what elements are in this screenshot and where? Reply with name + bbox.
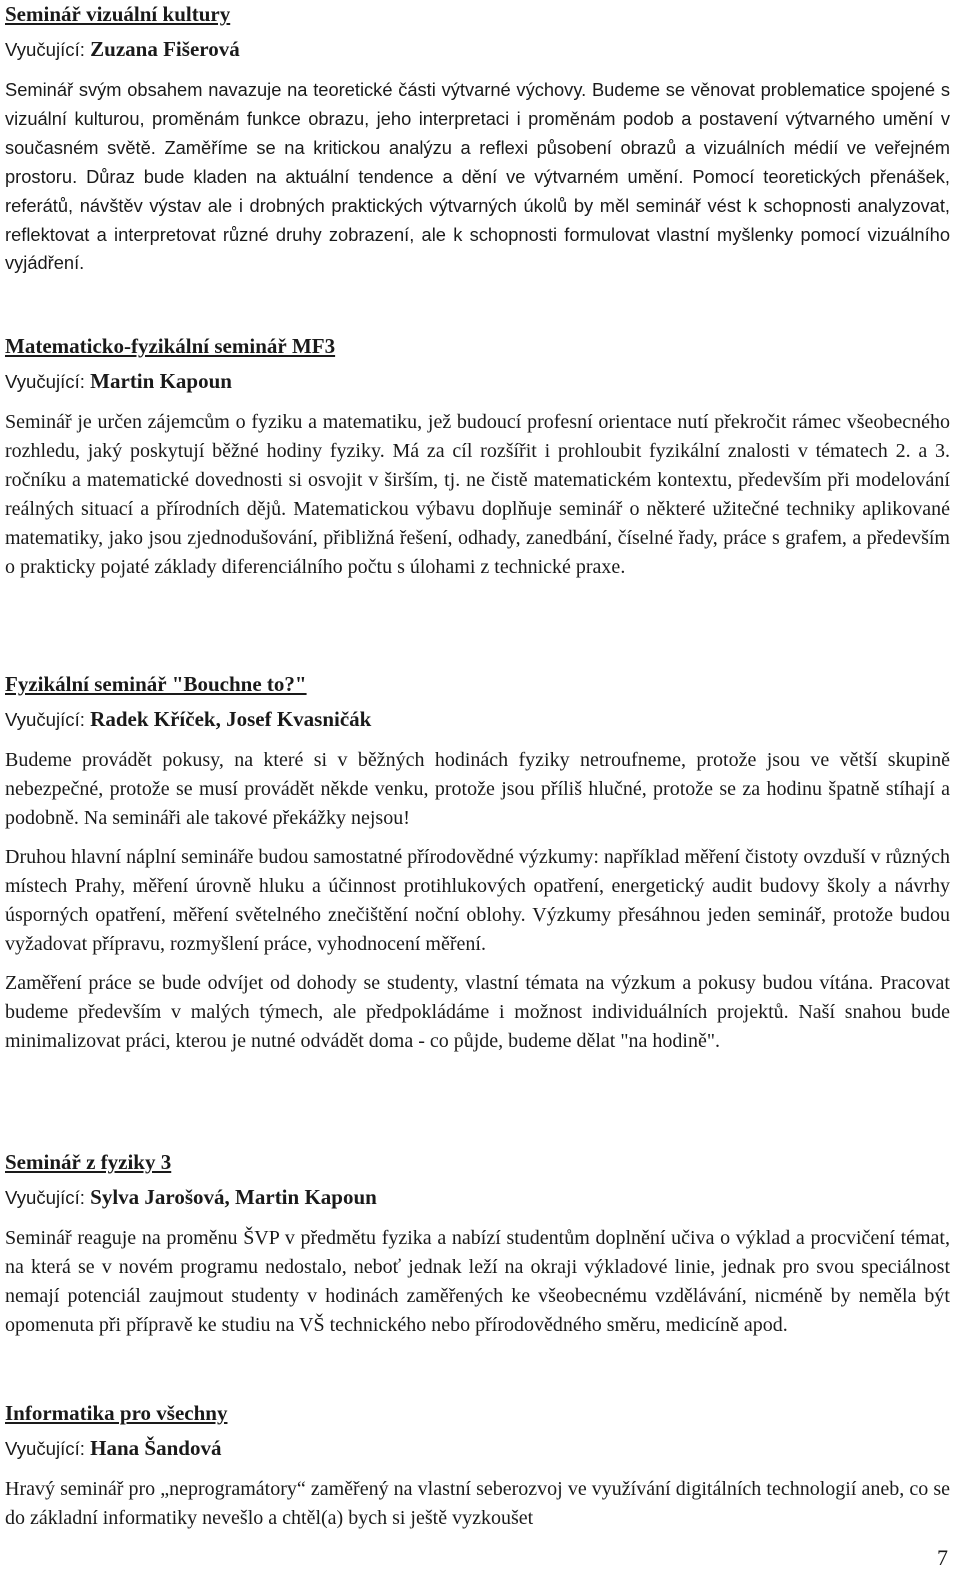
teacher-line — [5, 35, 950, 64]
course-description: Budeme provádět pokusy, na které si v běžných hodinách fyziky netroufneme, protože jsou ve větší skupině nebezpečné, protože se musí provádět někde venku, protože jsou příliš hlučné, protože se za hodinu špatně stíhají a podobně. Na semináři ale takové překážky nejsou! — [5, 749, 950, 829]
teacher-line — [5, 367, 950, 396]
course-description: Druhou hlavní náplní semináře budou samostatné přírodovědné výzkumy: například měření čistoty ovzduší v různých místech Prahy, měření úrovně hluku a účinnost protihlukových opatření, energetický audit budovy školy a návrhy úsporných opatření, měření světelného znečištění noční oblohy. Výzkumy přesáhnou jeden seminář, protože budou vyžadovat přípravu, rozmyšlení práce, vyhodnocení měření. — [5, 846, 950, 955]
description-part: Seminář svým obsahem navazuje na teoretické části výtvarné výchovy. Budeme se věnovat problematice spojené s vizuální kulturou, proměnám funkce obrazu, jeho interpretaci i proměnám podob a postavení výtvarného umění v současném světě. — [5, 79, 950, 158]
teacher-names: Zuzana Fišerová — [90, 37, 240, 61]
teacher-label: Vyučující: — [5, 371, 85, 392]
teacher-line — [5, 1183, 950, 1212]
course-description — [5, 76, 950, 278]
description-part: Zaměříme se na kritickou analýzu a reflexi působení obrazů a vizuálních médií ve veřejném prostoru. Důraz bude kladen na aktuální tendence a dění ve výtvarném umění. — [5, 136, 951, 187]
description-part: Pomocí teoretických přenášek, referátů, návštěv výstav ale i drobných praktických výtvarných úkolů by měl seminář vést k schopnosti analyzovat, reflektovat a interpretovat různé druhy zobrazení, ale k schopnosti formulovat vlastní myšlenky pomocí vizuálního vyjádření. — [5, 165, 950, 274]
teacher-line — [5, 705, 950, 734]
teacher-label: Vyučující: — [5, 1438, 85, 1459]
teacher-label: Vyučující: — [5, 1187, 85, 1208]
course-heading: Matematicko-fyzikální seminář MF3 — [5, 334, 336, 358]
course-heading: Seminář vizuální kultury — [5, 2, 231, 26]
course-description: Seminář reaguje na proměnu ŠVP v předmětu fyzika a nabízí studentům doplnění učiva o výklad a procvičení témat, na která se v novém programu nedostalo, neboť jednak leží na okraji výkladové linie, jednak pro svou speciálnost nemají potenciál zaujmout studenty v hodinách zaměřených ke všeobecnému vzdělávání, nicméně by neměla být opomenuta při přípravě ke studiu na VŠ technického nebo přírodovědného směru, medicíně apod. — [5, 1227, 950, 1336]
course-section-physics-experiments — [5, 670, 950, 1065]
page-number: 7 — [937, 1545, 948, 1570]
teacher-names: Martin Kapoun — [90, 369, 232, 393]
teacher-line — [5, 1434, 950, 1463]
course-heading: Informatika pro všechny — [5, 1401, 228, 1425]
course-section-informatics — [5, 1399, 950, 1542]
teacher-names: Sylva Jarošová, Martin Kapoun — [90, 1185, 377, 1209]
teacher-label: Vyučující: — [5, 39, 85, 60]
course-description: Seminář je určen zájemcům o fyziku a matematiku, jež budoucí profesní orientace nutí překročit rámec všeobecného rozhledu, jaký poskytují běžné hodiny fyziky. Má za cíl rozšířit i prohloubit fyzikální znalosti v tématech 2. a 3. ročníku a matematické dovednosti si osvojit v širším, tj. ne čistě matematickém kontextu, především při modelování reálných situací a přírodních dějů. Matematickou výbavu doplňuje seminář o některé užitečné techniky aplikované matematiky, jako jsou zjednodušování, přibližná řešení, odhady, zanedbání, číselné řady, práce s grafem, a především o prakticky pojaté základy diferenciálního počtu s úlohami z technické praxe. — [5, 411, 950, 578]
course-section-math-physics — [5, 332, 950, 591]
course-section-physics-seminar-3 — [5, 1148, 950, 1349]
course-heading: Fyzikální seminář "Bouchne to?" — [5, 672, 307, 696]
teacher-names: Radek Kříček, Josef Kvasničák — [90, 707, 372, 731]
course-section-visual-culture — [5, 0, 950, 287]
teacher-label: Vyučující: — [5, 709, 85, 730]
course-description: Hravý seminář pro „neprogramátory“ zaměřený na vlastní seberozvoj ve využívání digitálních technologií aneb, co se do základní informatiky nevešlo a chtěl(a) bych si ještě vyzkoušet — [5, 1478, 950, 1529]
course-description: Zaměření práce se bude odvíjet od dohody se studenty, vlastní témata na výzkum a pokusy budou vítána. Pracovat budeme především v malých týmech, ale předpokládáme i možnost individuálních projektů. Naší snahou bude minimalizovat práci, kterou je nutné odvádět doma - co půjde, budeme dělat "na hodině". — [5, 972, 950, 1052]
teacher-names: Hana Šandová — [90, 1436, 222, 1460]
course-heading: Seminář z fyziky 3 — [5, 1150, 172, 1174]
